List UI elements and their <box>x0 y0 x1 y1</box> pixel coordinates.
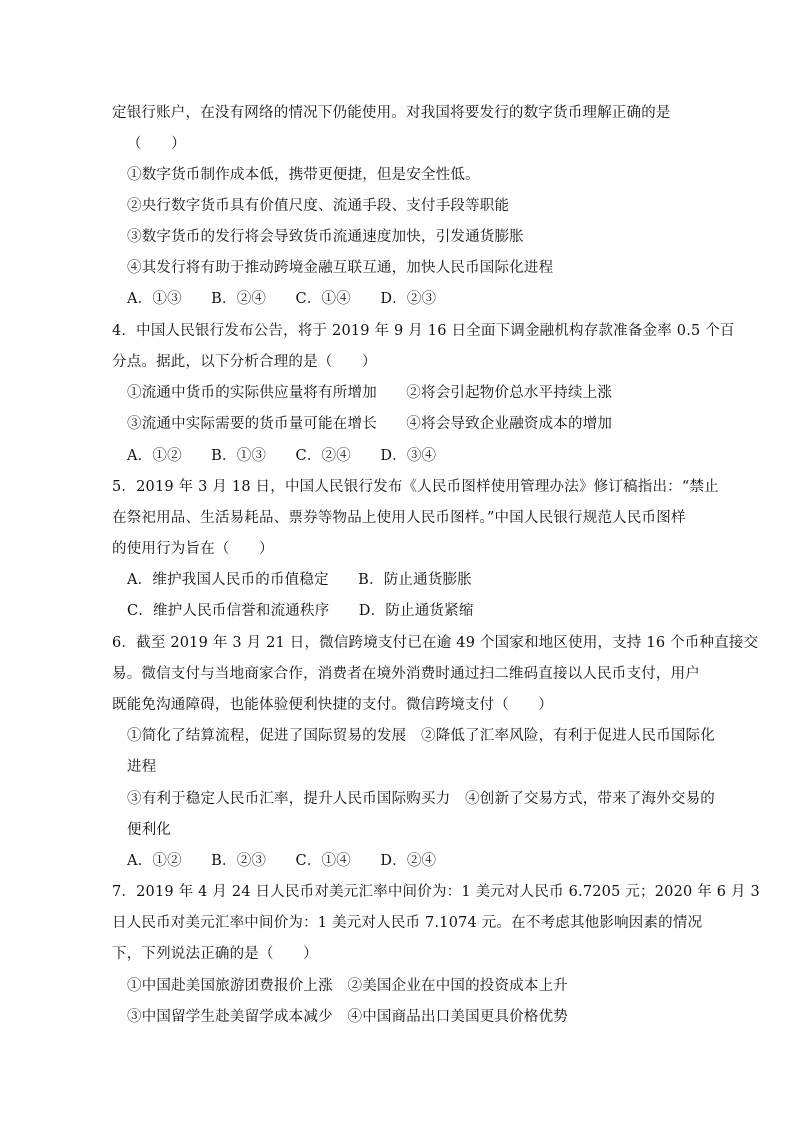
question-7: 7．2019 年 4 月 24 日人民币对美元汇率中间价为：1 美元对人民币 6.7205 元；2020 年 6 月 3 <box>112 884 760 900</box>
option-statement: ③流通中实际需要的货币量可能在增长 ④将会导致企业融资成本的增加 <box>127 416 613 432</box>
option-statement: ①中国赴美国旅游团费报价上涨 ②美国企业在中国的投资成本上升 <box>127 978 568 994</box>
answer-choices: A．①② B．②③ C．①④ D．②④ <box>127 853 437 869</box>
answer-choices: C．维护人民币信誉和流通秩序 D．防止通货紧缩 <box>127 603 474 619</box>
option-statement: ①数字货币制作成本低，携带更便捷，但是安全性低。 <box>127 167 480 183</box>
question-4: 4．中国人民银行发布公告，将于 2019 年 9 月 16 日全面下调金融机构存款准备金率 0.5 个百 <box>112 323 735 339</box>
text-line: 日人民币对美元汇率中间价为：1 美元对人民币 7.1074 元。在不考虑其他影响因素的情况 <box>112 915 703 931</box>
text-line: 既能免沟通障碍，也能体验便利快捷的支付。微信跨境支付（ ） <box>112 697 553 713</box>
option-statement: ③有利于稳定人民币汇率，提升人民币国际购买力 ④创新了交易方式，带来了海外交易的 <box>127 791 715 807</box>
option-statement: ③中国留学生赴美留学成本减少 ④中国商品出口美国更具价格优势 <box>127 1009 568 1025</box>
option-statement: ④其发行将有助于推动跨境金融互联互通，加快人民币国际化进程 <box>127 260 554 276</box>
text-line: 的使用行为旨在（ ） <box>112 541 274 557</box>
answer-choices: A．维护我国人民币的币值稳定 B．防止通货膨胀 <box>127 572 472 588</box>
option-statement: ①流通中货币的实际供应量将有所增加 ②将会引起物价总水平持续上涨 <box>127 385 613 401</box>
option-statement: 进程 <box>127 759 157 775</box>
answer-choices: A．①③ B．②④ C．①④ D．②③ <box>127 291 437 307</box>
option-statement: ①简化了结算流程，促进了国际贸易的发展 ②降低了汇率风险，有利于促进人民币国际化 <box>127 728 715 744</box>
answer-bracket: （ ） <box>127 136 186 152</box>
option-statement: ②央行数字货币具有价值尺度、流通手段、支付手段等职能 <box>127 198 510 214</box>
question-5: 5．2019 年 3 月 18 日，中国人民银行发布《人民币图样使用管理办法》修订稿指出：“禁止 <box>112 479 719 495</box>
text-line: 在祭祀用品、生活易耗品、票券等物品上使用人民币图样。”中国人民银行规范人民币图样 <box>112 510 686 526</box>
answer-choices: A．①② B．①③ C．②④ D．③④ <box>127 448 437 464</box>
text-line: 下，下列说法正确的是（ ） <box>112 946 318 962</box>
option-statement: ③数字货币的发行将会导致货币流通速度加快，引发通货膨胀 <box>127 229 524 245</box>
text-line: 易。微信支付与当地商家合作，消费者在境外消费时通过扫二维码直接以人民币支付，用户 <box>112 666 700 682</box>
option-statement: 便利化 <box>127 822 172 838</box>
text-line: 分点。据此，以下分析合理的是（ ） <box>112 354 377 370</box>
question-6: 6．截至 2019 年 3 月 21 日，微信跨境支付已在逾 49 个国家和地区使用，支持 16 个币种直接交 <box>112 635 759 651</box>
text-line: 定银行账户，在没有网络的情况下仍能使用。对我国将要发行的数字货币理解正确的是 <box>112 105 671 121</box>
